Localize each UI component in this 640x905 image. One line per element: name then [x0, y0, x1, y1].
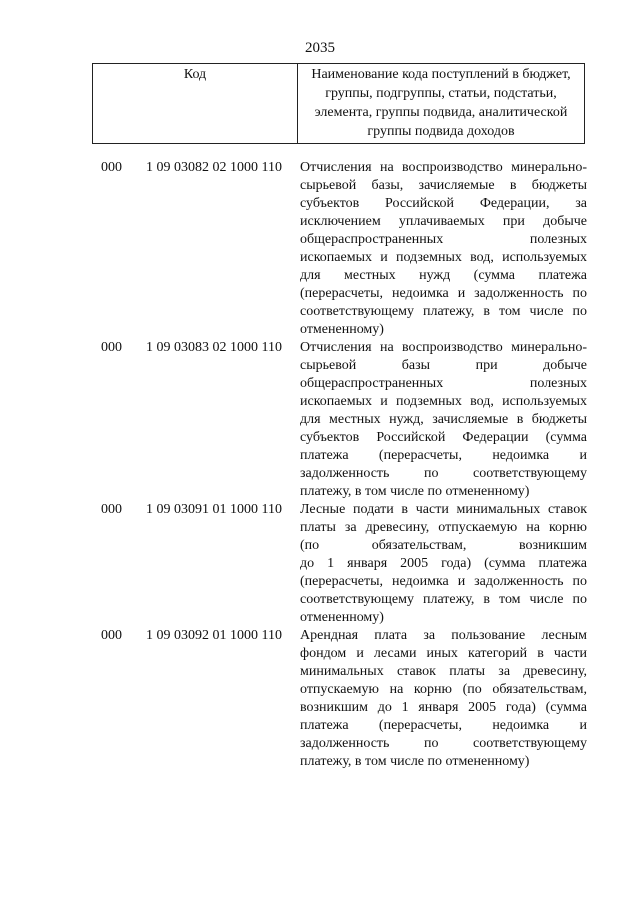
- description-line: соответствующему платежу, в том числе по: [300, 304, 587, 319]
- description-line: соответствующему платежу, в том числе по: [300, 592, 587, 607]
- row-description: [300, 159, 587, 339]
- description-line: общераспространенных полезных: [300, 232, 587, 247]
- description-line: до 1 января 2005 года) (сумма платежа: [300, 556, 587, 571]
- row-budget-code: 1 09 03092 01 1000 110: [146, 628, 282, 643]
- description-line: задолженность по соответствующему: [300, 466, 587, 481]
- row-prefix-code: 000: [101, 160, 122, 175]
- description-line: ископаемых и подземных вод, используемых: [300, 394, 587, 409]
- description-line: платежу, в том числе по отмененному): [300, 754, 530, 769]
- description-line: (перерасчеты, недоимка и задолженность по: [300, 574, 587, 589]
- row-prefix-code: 000: [101, 628, 122, 643]
- header-name-cell: [298, 64, 585, 144]
- description-line: субъектов Российской Федерации, за: [300, 196, 587, 211]
- description-line: платы за древесину, отпускаемую на корню: [300, 520, 587, 535]
- row-prefix-code: 000: [101, 340, 122, 355]
- table-row: [0, 159, 640, 339]
- row-budget-code: 1 09 03083 02 1000 110: [146, 340, 282, 355]
- description-line: (по обязательствам, возникшим: [300, 538, 587, 553]
- description-line: ископаемых и подземных вод, используемых: [300, 250, 587, 265]
- header-name-line: элемента, группы подвида, аналитической: [314, 105, 568, 120]
- row-description: [300, 627, 587, 771]
- description-line: отмененному): [300, 322, 384, 337]
- table-row: [0, 501, 640, 627]
- header-row: [93, 64, 585, 144]
- description-line: субъектов Российской Федерации (сумма: [300, 430, 587, 445]
- description-line: отпускаемую на корню (по обязательствам,: [300, 682, 587, 697]
- table-row: [0, 627, 640, 771]
- header-name-line: Наименование кода поступлений в бюджет,: [311, 67, 571, 82]
- description-line: Лесные подати в части минимальных ставок: [300, 502, 587, 517]
- description-line: Отчисления на воспроизводство минерально-: [300, 340, 587, 355]
- description-line: Отчисления на воспроизводство минерально-: [300, 160, 587, 175]
- row-prefix-code: 000: [101, 502, 122, 517]
- header-name-line: группы подвида доходов: [367, 124, 515, 139]
- description-line: фондом и лесами иных категорий в части: [300, 646, 587, 661]
- description-line: для местных нужд (сумма платежа: [300, 268, 587, 283]
- row-budget-code: 1 09 03082 02 1000 110: [146, 160, 282, 175]
- entries-list: [0, 159, 640, 771]
- row-budget-code: 1 09 03091 01 1000 110: [146, 502, 282, 517]
- description-line: платежа (перерасчеты, недоимка и: [300, 448, 587, 463]
- description-line: задолженность по соответствующему: [300, 736, 587, 751]
- description-line: общераспространенных полезных: [300, 376, 587, 391]
- description-line: платежу, в том числе по отмененному): [300, 484, 530, 499]
- table-row: [0, 339, 640, 501]
- description-line: (перерасчеты, недоимка и задолженность по: [300, 286, 587, 301]
- description-line: сырьевой базы, зачисляемые в бюджеты: [300, 178, 587, 193]
- page-number: 2035: [305, 40, 335, 56]
- header-name-line: группы, подгруппы, статьи, подстатьи,: [325, 86, 557, 101]
- description-line: платежа (перерасчеты, недоимка и: [300, 718, 587, 733]
- description-line: минимальных ставок платы за древесину,: [300, 664, 587, 679]
- description-line: отмененному): [300, 610, 384, 625]
- description-line: возникшим до 1 января 2005 года) (сумма: [300, 700, 587, 715]
- description-line: Арендная плата за пользование лесным: [300, 628, 587, 643]
- header-code-label: Код: [183, 67, 207, 82]
- header-table: [92, 63, 585, 144]
- header-code-cell: [93, 64, 298, 144]
- description-line: исключением уплачиваемых при добыче: [300, 214, 587, 229]
- description-line: сырьевой базы при добыче: [300, 358, 587, 373]
- description-line: для местных нужд, зачисляемые в бюджеты: [300, 412, 587, 427]
- row-description: [300, 339, 587, 501]
- row-description: [300, 501, 587, 627]
